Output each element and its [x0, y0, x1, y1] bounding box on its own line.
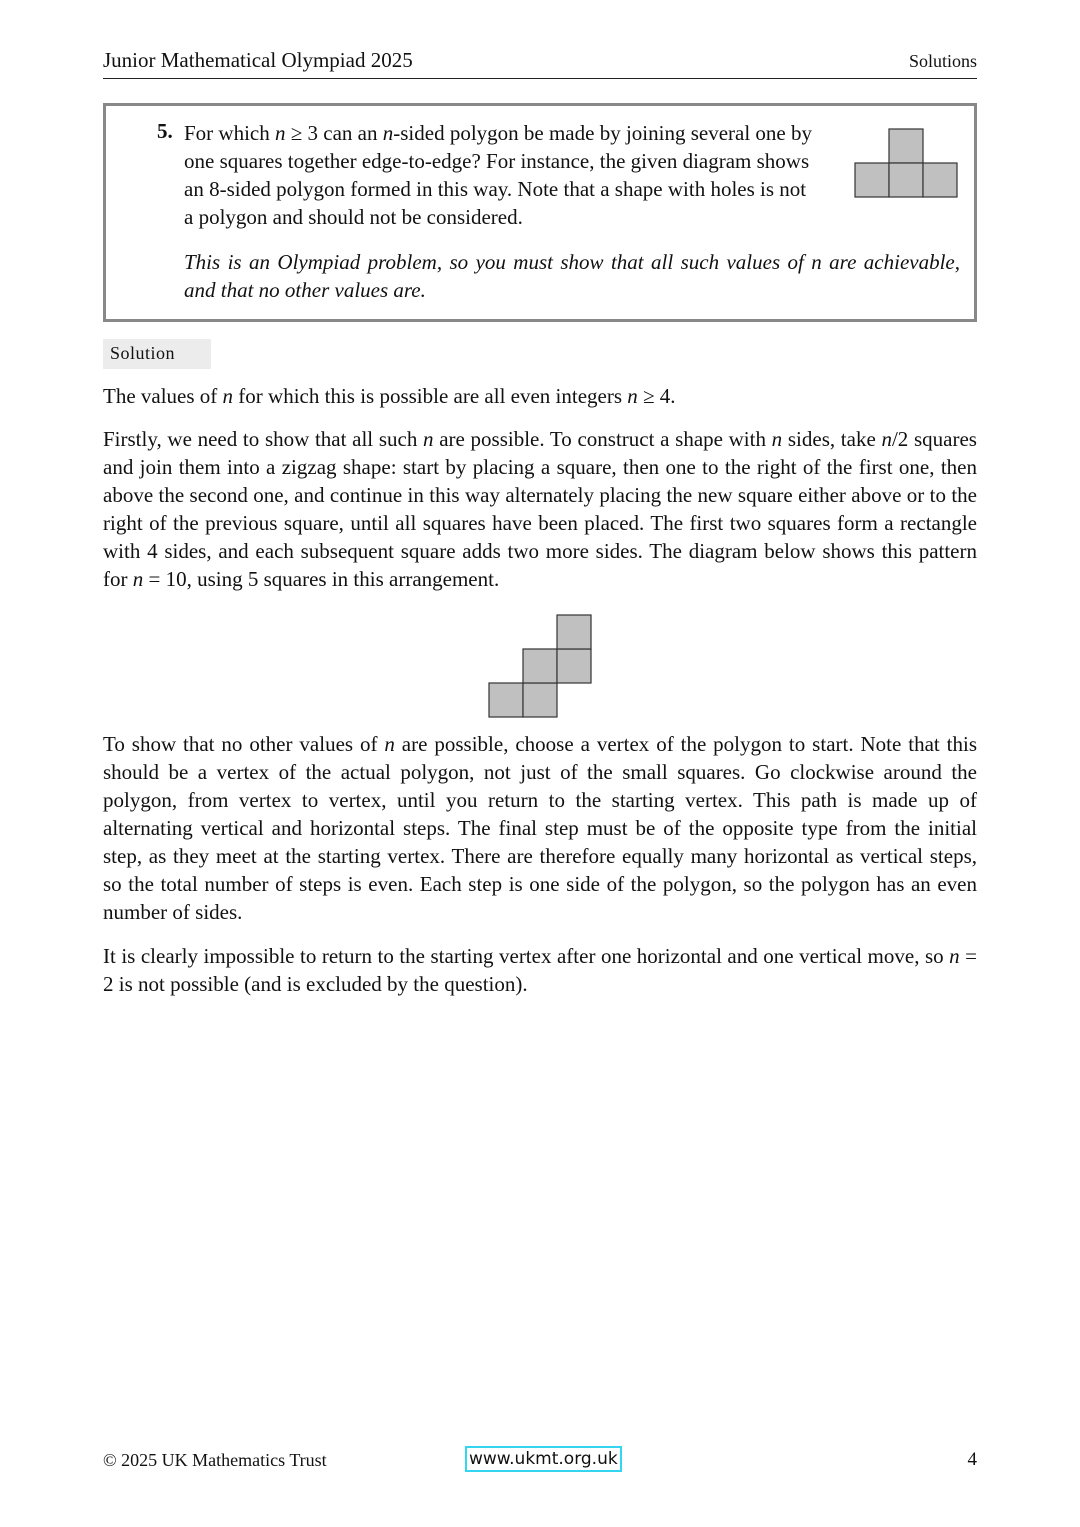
footer-website-link[interactable]: www.ukmt.org.uk: [465, 1446, 622, 1472]
answer-paragraph: The values of n for which this is possible are all even integers n ≥ 4.: [103, 384, 676, 408]
zigzag-polygon-diagram: [488, 614, 594, 720]
problem-note: This is an Olympiad problem, so you must show that all such values of n are achievable, and that no other values are.: [184, 250, 960, 302]
zigzag-square-2: [523, 683, 557, 717]
square-bottom-right: [923, 163, 957, 197]
zigzag-square-5: [557, 615, 591, 649]
solution-label: Solution: [103, 339, 211, 369]
problem-statement: For which n ≥ 3 can an n-sided polygon be made by joining several one by one squares together edge-to-edge? For instance, the given diagram shows an 8-sided polygon formed in this way. Note that a shape with holes is not a polygon and should not be considered.: [184, 121, 812, 229]
parity-paragraph: To show that no other values of n are possible, choose a vertex of the polygon to start. Note that this should be a vertex of the actual polygon, not just of the small squares. Go clockwise around the polygon, from vertex to vertex, until you return to the starting vertex. This path is made up of alternating vertical and horizontal steps. The final step must be of the opposite type from the initial step, as they meet at the starting vertex. There are therefore equally many horizontal as vertical steps, so the total number of steps is even. Each step is one side of the polygon, so the polygon has an even number of sides.: [103, 732, 977, 924]
zigzag-square-1: [489, 683, 523, 717]
small-case-paragraph: It is clearly impossible to return to the starting vertex after one horizontal and one vertical move, so n = 2 is not possible (and is excluded by the question).: [103, 944, 977, 996]
header-title: Junior Mathematical Olympiad 2025: [103, 48, 413, 72]
header-section: Solutions: [908, 51, 977, 71]
footer-copyright: © 2025 UK Mathematics Trust: [103, 1450, 327, 1470]
square-bottom-left: [855, 163, 889, 197]
example-polygon-diagram: [854, 128, 958, 200]
page-footer: [103, 1446, 977, 1476]
zigzag-square-3: [523, 649, 557, 683]
page-number: 4: [967, 1449, 977, 1470]
problem-number: 5.: [157, 119, 173, 143]
zigzag-square-4: [557, 649, 591, 683]
construction-paragraph: Firstly, we need to show that all such n are possible. To construct a shape with n sides, take n/2 squares and join them into a zigzag shape: start by placing a square, then one to the right of the first one, then above the second one, and continue in this way alternately placing the new square either above or to the right of the previous square, until all squares have been placed. The first two squares form a rectangle with 4 sides, and each subsequent square adds two more sides. The diagram below shows this pattern for n = 10, using 5 squares in this arrangement.: [103, 427, 977, 591]
page-header: [103, 48, 977, 79]
problem-box: [103, 103, 977, 322]
square-bottom-middle: [889, 163, 923, 197]
square-top: [889, 129, 923, 163]
